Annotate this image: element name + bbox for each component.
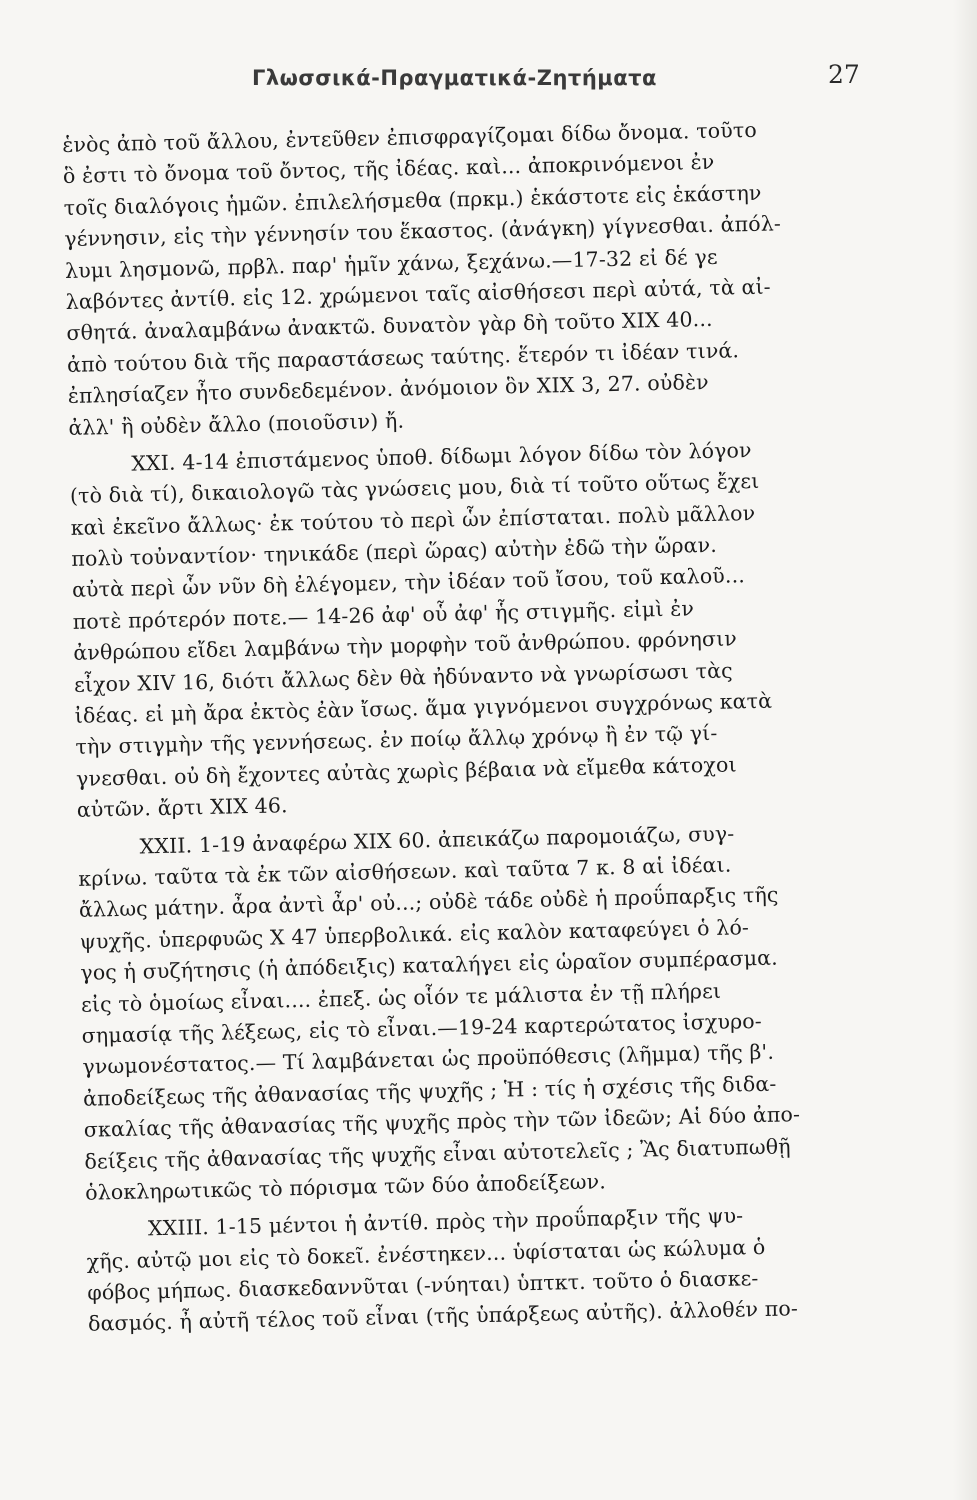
- text-line: ἰδέας. εἰ μὴ ἄρα ἐκτὸς ἐὰν ἴσως. ἅμα γιγνόμενοι συγχρόνως κατὰ: [74, 688, 773, 728]
- section-xxiii-start: XXIII. 1-15 μέντοι ἡ ἀντίθ. πρὸς τὴν προΰπαρξιν τῆς ψυ-: [147, 1203, 744, 1241]
- text-line: κρίνω. ταῦτα τὰ ἐκ τῶν αἰσθήσεων. καὶ ταῦτα 7 κ. 8 αἱ ἰδέαι.: [78, 852, 732, 891]
- section-xxi-start: XXI. 4-14 ἐπιστάμενος ὑποθ. δίδωμι λόγον δίδω τὸν λόγον: [131, 437, 752, 476]
- text-line: λαβόντες ἀντίθ. εἰς 12. χρώμενοι ταῖς αἰσθήσεσι περὶ αὐτά, τὰ αἰ-: [65, 274, 771, 314]
- text-line: ποτὲ πρότερόν ποτε.— 14-26 ἀφ' οὗ ἀφ' ἧς στιγμῆς. εἰμὶ ἐν: [72, 596, 695, 634]
- body-text: [62, 112, 908, 1340]
- text-line: πολὺ τοὐναντίον· τηνικάδε (περὶ ὥρας) αὐτὴν ἐδῶ τὴν ὥραν.: [71, 532, 718, 571]
- text-line: σθητά. ἀναλαμβάνω ἀνακτῶ. δυνατὸν γὰρ δὴ τοῦτο XIX 40...: [66, 307, 713, 346]
- text-line: ἀνθρώπου εἴδει λαμβάνω τὴν μορφὴν τοῦ ἀνθρώπου. φρόνησιν: [73, 626, 738, 666]
- text-line: δασμός. ἦ αὐτῆ τέλος τοῦ εἶναι (τῆς ὑπάρξεως αὐτῆς). ἀλλοθέν πο-: [87, 1296, 799, 1337]
- text-line: ἀποδείξεως τῆς ἀθανασίας τῆς ψυχῆς ; Ἡ : τίς ἡ σχέσις τῆς διδα-: [82, 1071, 777, 1111]
- text-line: γος ἡ συζήτησις (ἡ ἀπόδειξις) καταλήγει εἰς ὡραῖον συμπέρασμα.: [80, 945, 779, 985]
- text-line: καὶ ἐκεῖνο ἄλλως· ἐκ τούτου τὸ περὶ ὧν ἐπίσταται. πολὺ μᾶλλον: [70, 500, 756, 540]
- text-line: χῆς. αὐτῷ μοι εἰς τὸ δοκεῖ. ἐνέστηκεν... ὑφίσταται ὡς κώλυμα ὁ: [86, 1234, 766, 1274]
- text-line: αὐτὰ περὶ ὧν νῦν δὴ ἐλέγομεν, τὴν ἰδέαν τοῦ ἴσου, τοῦ καλοῦ...: [71, 563, 746, 603]
- page-edge-shadow: [953, 0, 977, 1500]
- text-line: τοῖς διαλόγοις ἡμῶν. ἐπιλελήσμεθα (πρκμ.) ἑκάστοτε εἰς ἑκάστην: [63, 180, 762, 220]
- text-line: γνεσθαι. οὐ δὴ ἔχοντες αὐτὰς χωρὶς βέβαια νὰ εἴμεθα κάτοχοι: [75, 752, 737, 791]
- text-line: σημασίᾳ τῆς λέξεως, εἰς τὸ εἶναι.—19-24 καρτερώτατος ἰσχυρο-: [81, 1008, 763, 1048]
- text-line: ὃ ἐστι τὸ ὄνομα τοῦ ὄντος, τῆς ἰδέας. καὶ... ἀποκρινόμενοι ἐν: [62, 150, 715, 189]
- text-line: σκαλίας τῆς ἀθανασίας τῆς ψυχῆς πρὸς τὴν τῶν ἰδεῶν; Αἱ δύο ἀπο-: [83, 1102, 801, 1142]
- section-xxii-start: XXII. 1-19 ἀναφέρω XIX 60. ἀπεικάζω παρομοιάζω, συγ-: [139, 821, 735, 859]
- running-title: Γλωσσικά-Πραγματικά-Ζητήματα: [252, 66, 657, 90]
- text-line: ἄλλως μάτην. ἆρα ἀντὶ ἆρ' οὐ...; οὐδὲ τάδε οὐδὲ ἡ προΰπαρξις τῆς: [78, 882, 779, 923]
- text-line: εἶχον XIV 16, διότι ἄλλως δὲν θὰ ἠδύναντο νὰ γνωρίσωσι τὰς: [73, 658, 733, 697]
- text-line: λυμι λησμονῶ, πρβλ. παρ' ἡμῖν χάνω, ξεχάνω.—17-32 εἰ δέ γε: [64, 244, 718, 283]
- text-line: γνωμονέστατος.— Τί λαμβάνεται ὡς προϋπόθεσις (λῆμμα) τῆς β'.: [82, 1040, 775, 1080]
- text-line: τὴν στιγμὴν τῆς γεννήσεως. ἐν ποίῳ ἄλλῳ χρόνῳ ἢ ἐν τῷ γί-: [75, 721, 718, 760]
- text-line: ἀλλ' ἢ οὐδὲν ἄλλο (ποιοῦσιν) ἤ.: [68, 408, 405, 440]
- text-line: εἰς τὸ ὁμοίως εἶναι.... ἐπεξ. ὡς οἷόν τε μάλιστα ἐν τῇ πλήρει: [80, 978, 722, 1017]
- text-line: ἐπλησίαζεν ἦτο συνδεδεμένον. ἀνόμοιον ὃν XIX 3, 27. οὐδὲν: [67, 370, 709, 409]
- text-line: αὐτῶν. ἄρτι XIX 46.: [76, 793, 288, 823]
- page-number: 27: [828, 60, 860, 89]
- text-line: (τὸ διὰ τί), δικαιολογῶ τὰς γνώσεις μου, διὰ τί τοῦτο οὕτως ἔχει: [69, 469, 760, 509]
- text-line: ἀπὸ τούτου διὰ τῆς παραστάσεως ταύτης. ἕτερόν τι ἰδέαν τινά.: [66, 338, 740, 377]
- text-line: ψυχῆς. ὑπερφυῶς X 47 ὑπερβολικά. εἰς καλὸν καταφεύγει ὁ λό-: [79, 914, 750, 954]
- text-line: ὁλοκληρωτικῶς τὸ πόρισμα τῶν δύο ἀποδείξεων.: [84, 1169, 607, 1205]
- text-line: γέννησιν, εἰς τὴν γέννησίν του ἕκαστος. (ἀνάγκη) γίγνεσθαι. ἀπόλ-: [64, 211, 782, 252]
- text-line: φόβος μήπως. διασκεδαννῦται (-νύηται) ὑπτκτ. τοῦτο ὁ διασκε-: [87, 1266, 759, 1305]
- text-line: ἑνὸς ἀπὸ τοῦ ἄλλου, ἐντεῦθεν ἐπισφραγίζομαι δίδω ὄνομα. τοῦτο: [62, 117, 758, 157]
- text-line: δείξεις τῆς ἀθανασίας τῆς ψυχῆς εἶναι αὐτοτελεῖς ; Ἂς διατυπωθῇ: [84, 1133, 791, 1174]
